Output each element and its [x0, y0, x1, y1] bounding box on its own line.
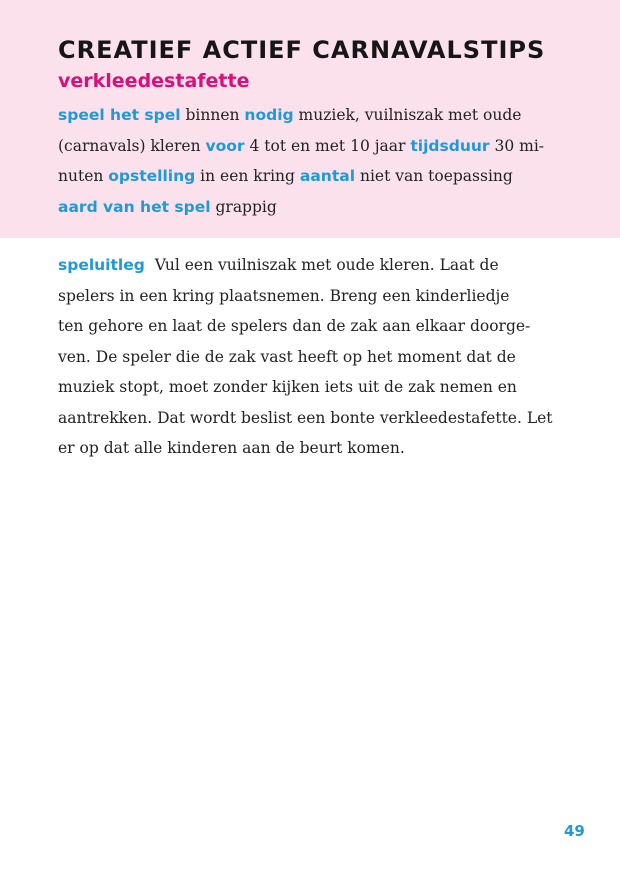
info-value: 30 mi- — [489, 136, 545, 155]
info-value: (carnavals) kleren — [58, 136, 206, 155]
description-line: aantrekken. Dat wordt beslist een bonte verkleedestafette. Let — [58, 408, 553, 427]
info-key: aantal — [299, 167, 356, 185]
info-line — [58, 100, 558, 131]
game-info — [58, 100, 558, 222]
info-value: nuten — [58, 167, 109, 185]
info-key: nodig — [244, 106, 294, 124]
page-number: 49 — [564, 822, 585, 840]
description-line — [58, 250, 563, 281]
game-title: verkleedestafette — [58, 70, 250, 92]
description-line: ten gehore en laat de spelers dan de zak aan elkaar doorge- — [58, 317, 531, 335]
info-value: in een kring — [195, 167, 300, 185]
description-line: ven. De speler die de zak vast heeft op het moment dat de — [58, 347, 516, 366]
header-panel — [0, 0, 620, 238]
info-line — [58, 192, 558, 223]
description-text: Vul een vuilniszak met oude kleren. Laat de — [154, 256, 499, 274]
page-title: CREATIEF ACTIEF CARNAVALSTIPS — [58, 36, 546, 64]
info-key: voor — [205, 136, 245, 155]
game-description — [58, 250, 563, 464]
info-key: speel het spel — [58, 106, 181, 124]
description-label: speluitleg — [58, 256, 145, 274]
info-value: muziek, vuilniszak met oude — [293, 106, 522, 124]
info-key: opstelling — [108, 167, 196, 185]
description-line: muziek stopt, moet zonder kijken iets uit de zak nemen en — [58, 378, 517, 396]
description-line: er op dat alle kinderen aan de beurt komen. — [58, 439, 405, 457]
info-line — [58, 131, 558, 162]
info-key: aard van het spel — [58, 197, 211, 216]
description-line: spelers in een kring plaatsnemen. Breng een kinderliedje — [58, 286, 510, 305]
info-value: grappig — [210, 197, 277, 216]
info-line — [58, 161, 558, 192]
info-value: 4 tot en met 10 jaar — [244, 136, 411, 155]
info-value: niet van toepassing — [355, 167, 513, 185]
info-key: tijdsduur — [410, 136, 490, 155]
info-value: binnen — [180, 106, 245, 124]
